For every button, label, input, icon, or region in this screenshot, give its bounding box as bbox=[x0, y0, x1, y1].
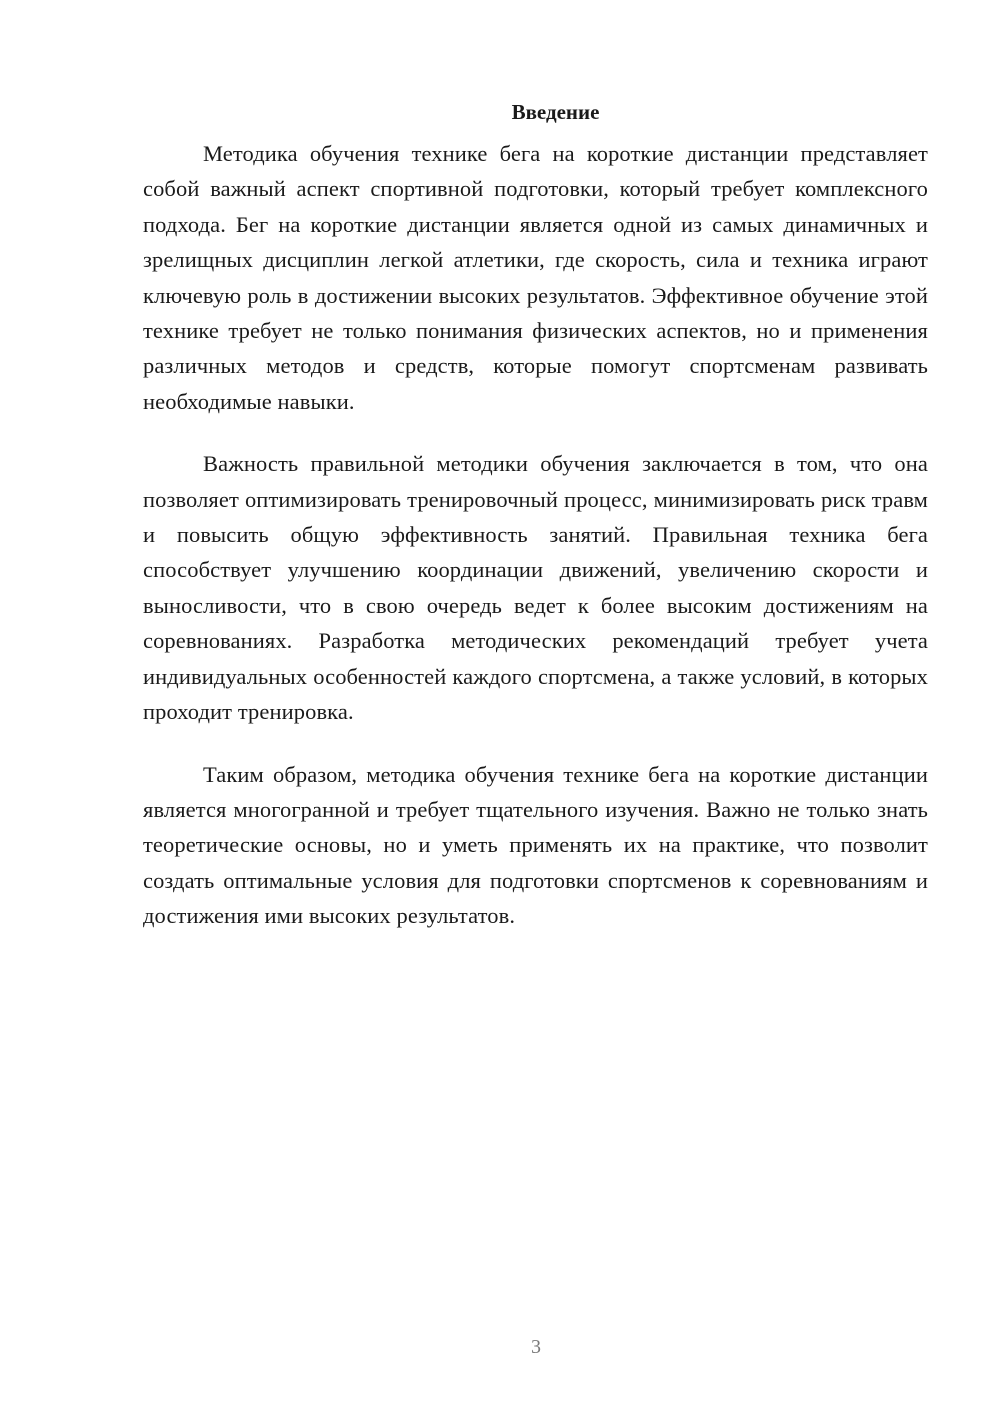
section-heading: Введение bbox=[511, 100, 600, 124]
paragraph-1: Методика обучения технике бега на короткие дистанции представляет собой важный аспект спортивной подготовки, который требует комплексного подхода. Бег на короткие дистанции является одной из самых динамичных и зрелищных дисциплин легкой атлетики, где скорость, сила и техника играют ключевую роль в достижении высоких результатов. Эффективное обучение этой технике требует не только понимания физических аспектов, но и применения различных методов и средств, которые помогут спортсменам развивать необходимые навыки. bbox=[143, 141, 928, 414]
paragraph-2: Важность правильной методики обучения заключается в том, что она позволяет оптимизировать тренировочный процесс, минимизировать риск травм и повысить общую эффективность занятий. Правильная техника бега способствует улучшению координации движений, увеличению скорости и выносливости, что в свою очередь ведет к более высоким достижениям на соревнованиях. Разработка методических рекомендаций требует учета индивидуальных особенностей каждого спортсмена, а также условий, в которых проходит тренировка. bbox=[143, 451, 928, 725]
page-number: 3 bbox=[531, 1336, 541, 1358]
paragraph-3: Таким образом, методика обучения технике бега на короткие дистанции является многогранной и требует тщательного изучения. Важно не только знать теоретические основы, но и уметь применять их на практике, что позволит создать оптимальные условия для подготовки спортсменов к соревнованиям и достижения ими высоких результатов. bbox=[143, 761, 928, 929]
document-body bbox=[143, 96, 928, 961]
